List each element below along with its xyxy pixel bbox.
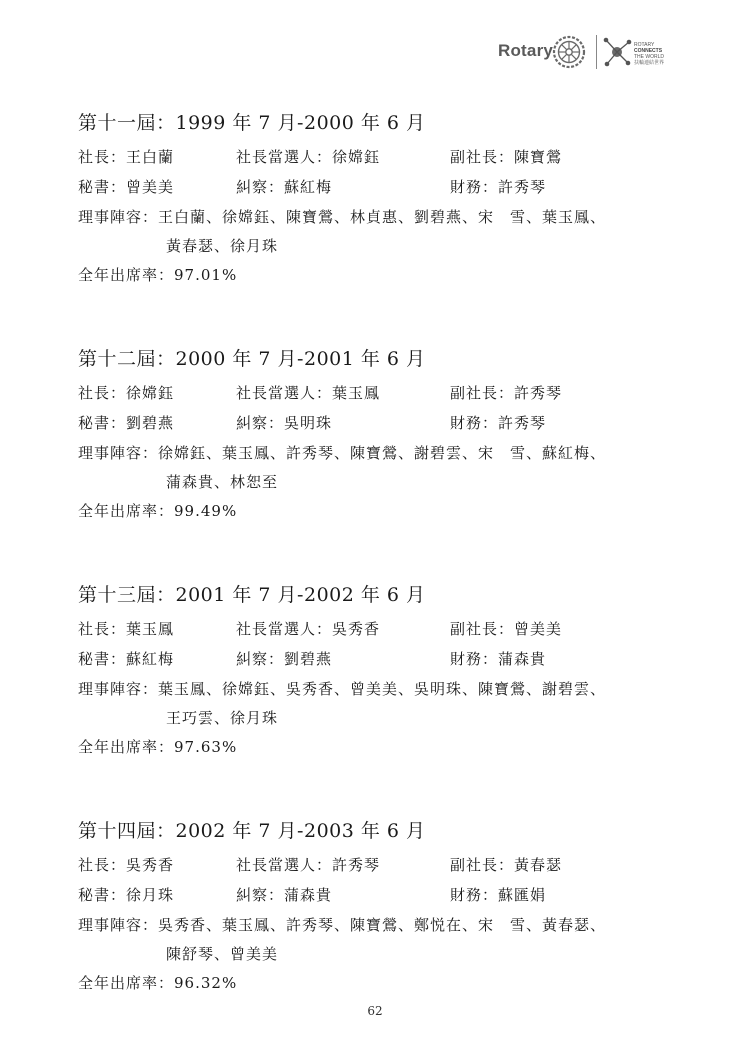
attendance-rate: 全年出席率：97.01% — [78, 266, 238, 284]
board-members-continued: 黃春瑟、徐月珠 — [166, 237, 279, 255]
president-elect: 社長當選人：許秀琴 — [236, 856, 381, 874]
term-title: 第十三屆：2001 年 7 月-2002 年 6 月 — [78, 584, 426, 606]
board-members: 理事陣容：葉玉鳳、徐嫦鈺、吳秀香、曾美美、吳明珠、陳寶鶯、謝碧雲、 — [78, 680, 607, 698]
treasurer: 財務：蘇匯娟 — [450, 886, 547, 904]
board-members-continued: 蒲森貴、林恕至 — [166, 473, 279, 491]
secretary: 秘書：曾美美 — [78, 178, 175, 196]
secretary: 秘書：蘇紅梅 — [78, 650, 175, 668]
vice-president: 副社長：陳寶鶯 — [450, 148, 563, 166]
sergeant-at-arms: 糾察：蘇紅梅 — [236, 178, 333, 196]
rotary-wheel-icon — [552, 35, 586, 69]
attendance-rate: 全年出席率：96.32% — [78, 974, 238, 992]
page-number: 62 — [367, 1004, 383, 1018]
term-title: 第十四屆：2002 年 7 月-2003 年 6 月 — [78, 820, 426, 842]
secretary: 秘書：徐月珠 — [78, 886, 175, 904]
rotary-connects-tagline — [634, 42, 664, 66]
board-members: 理事陣容：徐嫦鈺、葉玉鳳、許秀琴、陳寶鶯、謝碧雲、宋 雪、蘇紅梅、 — [78, 444, 607, 462]
rotary-connects-icon — [602, 36, 632, 68]
sergeant-at-arms: 糾察：蒲森貴 — [236, 886, 333, 904]
tagline-line-1: ROTARY — [634, 42, 655, 48]
tagline-line-2: CONNECTS — [634, 48, 663, 54]
board-members: 理事陣容：吳秀香、葉玉鳳、許秀琴、陳寶鶯、鄭悦在、宋 雪、黃春瑟、 — [78, 916, 607, 934]
vice-president: 副社長：黃春瑟 — [450, 856, 563, 874]
president: 社長：葉玉鳳 — [78, 620, 175, 638]
board-members-continued: 王巧雲、徐月珠 — [166, 709, 279, 727]
tagline-line-4: 扶輪連結世界 — [634, 60, 665, 66]
logo-divider — [596, 35, 597, 69]
attendance-rate: 全年出席率：97.63% — [78, 738, 238, 756]
secretary: 秘書：劉碧燕 — [78, 414, 175, 432]
term-title: 第十一屆：1999 年 7 月-2000 年 6 月 — [78, 112, 426, 134]
president: 社長：徐嫦鈺 — [78, 384, 175, 402]
president-elect: 社長當選人：吳秀香 — [236, 620, 381, 638]
rotary-wordmark: Rotary — [498, 41, 554, 60]
board-members: 理事陣容：王白蘭、徐嫦鈺、陳寶鶯、林貞惠、劉碧燕、宋 雪、葉玉鳳、 — [78, 208, 607, 226]
president: 社長：吳秀香 — [78, 856, 175, 874]
term-title: 第十二屆：2000 年 7 月-2001 年 6 月 — [78, 348, 426, 370]
sergeant-at-arms: 糾察：吳明珠 — [236, 414, 333, 432]
president: 社長：王白蘭 — [78, 148, 175, 166]
board-members-continued: 陳舒琴、曾美美 — [166, 945, 279, 963]
treasurer: 財務：許秀琴 — [450, 414, 547, 432]
sergeant-at-arms: 糾察：劉碧燕 — [236, 650, 333, 668]
header-logos — [498, 34, 673, 70]
attendance-rate: 全年出席率：99.49% — [78, 502, 238, 520]
tagline-line-3: THE WORLD — [634, 54, 664, 60]
treasurer: 財務：蒲森貴 — [450, 650, 547, 668]
vice-president: 副社長：曾美美 — [450, 620, 563, 638]
treasurer: 財務：許秀琴 — [450, 178, 547, 196]
president-elect: 社長當選人：葉玉鳳 — [236, 384, 381, 402]
president-elect: 社長當選人：徐嫦鈺 — [236, 148, 381, 166]
vice-president: 副社長：許秀琴 — [450, 384, 563, 402]
